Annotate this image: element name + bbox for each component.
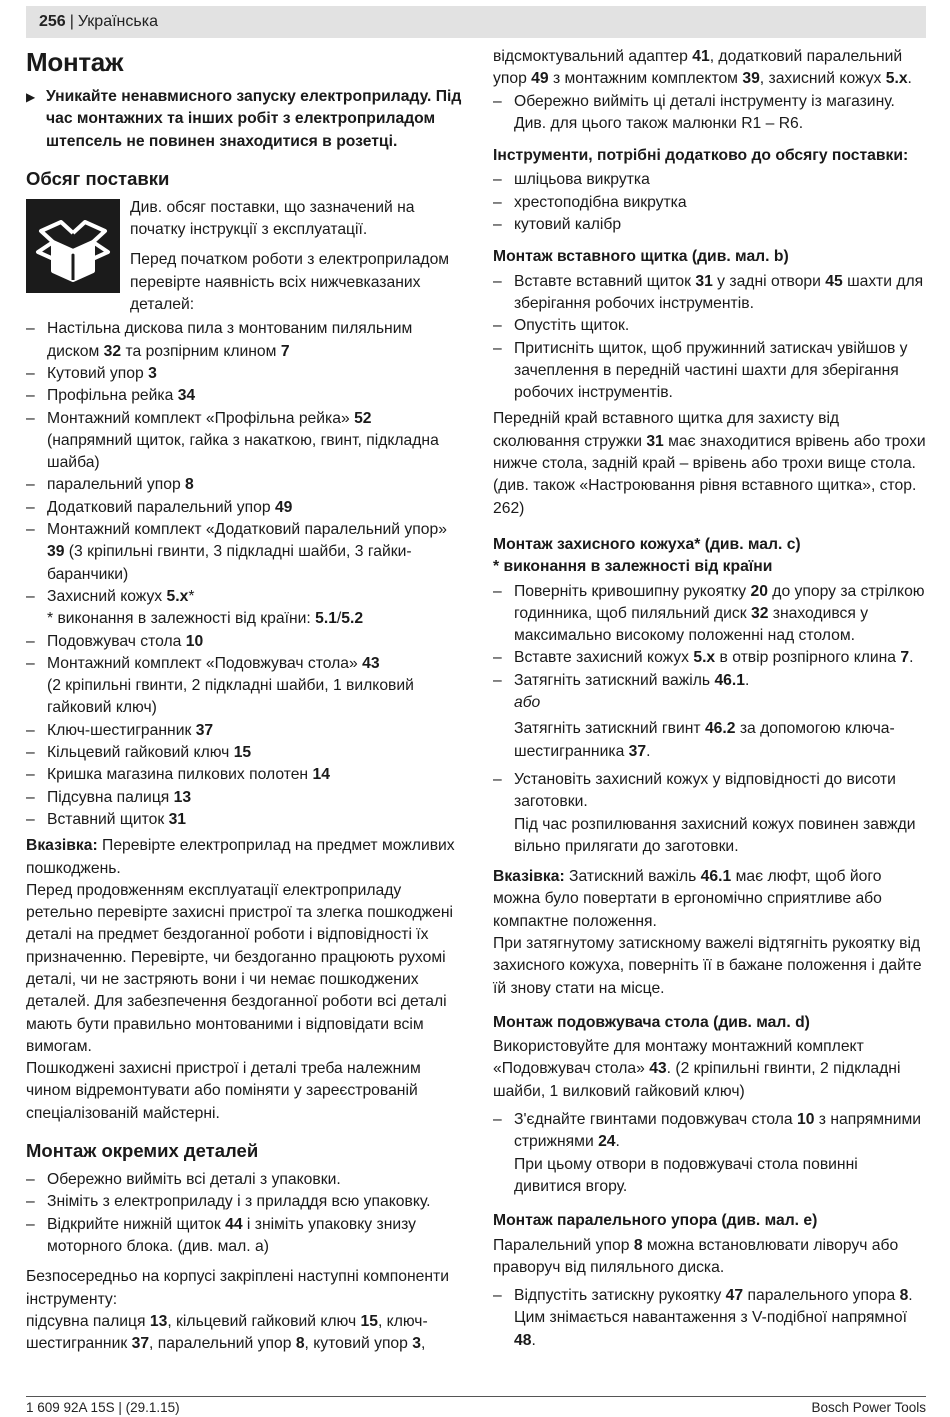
- ext-paragraph: Використовуйте для монтажу монтажний комплект «Подовжувач стола» 43. (2 кріпильні гвинти, 2 підкладні шайби, 1 вилковий гайковий ключ): [493, 1038, 901, 1100]
- tools-heading: Інструменти, потрібні додатково до обсягу поставки:: [493, 147, 909, 165]
- guard-list: [493, 581, 927, 715]
- scope-list: [26, 318, 466, 831]
- list-item: – Вставте вставний щиток 31 у задні отвори 45 шахти для зберігання робочих інструментів.: [493, 271, 927, 316]
- tools-list: [493, 169, 927, 236]
- list-item: – Кутовий упор 3: [26, 363, 466, 385]
- list-item: – Затягніть затискний важіль 46.1. або: [493, 670, 927, 715]
- insert-heading: Монтаж вставного щитка (див. мал. b): [493, 248, 789, 266]
- list-item: – Кільцевий гайковий ключ 15: [26, 742, 466, 764]
- fence-list: [493, 1285, 927, 1352]
- list-item: – Відпустіть затискну рукоятку 47 паралельного упора 8. Цим знімається навантаження з V-подібної напрямної 48.: [493, 1285, 927, 1352]
- list-item: – Настільна дискова пила з монтованим пиляльним диском 32 та розпірним клином 7: [26, 318, 466, 363]
- scope-paragraph-2: Перед початком роботи з електроприладом перевірте наявність всіх нижчевказаних деталей:: [130, 251, 450, 314]
- list-item: – Вставте захисний кожух 5.x в отвір розпірного клина 7.: [493, 647, 927, 669]
- page-header: [26, 6, 926, 38]
- list-item: – Монтажний комплект «Профільна рейка» 52 (напрямний щиток, гайка з накаткою, гвинт, підкладна шайба): [26, 408, 466, 475]
- warning-arrow-icon: ▶: [26, 90, 36, 104]
- list-item: – Поверніть кривошипну рукоятку 20 до упору за стрілкою годинника, щоб пиляльний диск 32 знаходився у максимально високому положенні над столом.: [493, 581, 927, 648]
- list-item: – Профільна рейка 34: [26, 385, 466, 407]
- scope-paragraph-1: Див. обсяг поставки, що зазначений на початку інструкції з експлуатації.: [130, 198, 415, 239]
- ext-list: [493, 1109, 927, 1198]
- list-item: – кутовий калібр: [493, 214, 927, 236]
- guard-note-2: При затягнутому затискному важелі відтягніть рукоятку від захисного кожуха, поверніть її в бажане положення і дайте їй знову стати на місце.: [493, 934, 922, 997]
- scope-intro: [26, 197, 466, 316]
- list-item: – Додатковий паралельний упор 49: [26, 497, 466, 519]
- list-item: – шліцьова викрутка: [493, 169, 927, 191]
- list-item: – Обережно вийміть ці деталі інструменту із магазину. Див. для цього також малюнки R1 – R6.: [493, 91, 927, 136]
- list-item: – Захисний кожух 5.x* * виконання в залежності від країни: 5.1/5.2: [26, 586, 466, 631]
- guard-heading: Монтаж захисного кожуха* (див. мал. c): [493, 535, 801, 553]
- remove-list: [493, 91, 927, 136]
- package-box-icon: [26, 199, 120, 293]
- fence-paragraph: Паралельний упор 8 можна встановлювати ліворуч або праворуч від пиляльного диска.: [493, 1236, 899, 1276]
- insert-paragraph: Передній край вставного щитка для захисту від сколювання стружки 31 має знаходитися врівень або трохи нижче стола, задній край – врівень або трохи вище стола. (див. також «Настроювання рівня вставного щитка», стор. 262): [493, 410, 926, 517]
- footer-divider: [26, 1396, 926, 1397]
- page-number: 256: [39, 13, 66, 30]
- attached-continuation: відсмоктувальний адаптер 41, додатковий паралельний упор 49 з монтажним комплектом 39, захисний кожух 5.x.: [493, 48, 912, 88]
- list-item: – паралельний упор 8: [26, 474, 466, 496]
- safety-warning: [26, 86, 466, 153]
- list-item: – Притисніть щиток, щоб пружинний затискач увійшов у зачеплення в передній частині шахти для зберігання робочих інструментів.: [493, 338, 927, 405]
- footer-doc-code: 1 609 92A 15S | (29.1.15): [26, 1400, 180, 1415]
- fence-heading: Монтаж паралельного упора (див. мал. e): [493, 1212, 818, 1230]
- header-language: Українська: [77, 13, 158, 30]
- list-item: – З'єднайте гвинтами подовжувач стола 10 з напрямними стрижнями 24. При цьому отвори в подовжувачі стола повинні дивитися вгору.: [493, 1109, 927, 1198]
- list-item: – хрестоподібна викрутка: [493, 192, 927, 214]
- list-item: – Ключ-шестигранник 37: [26, 720, 466, 742]
- list-item: – Вставний щиток 31: [26, 809, 466, 831]
- list-item: – Зніміть з електроприладу і з приладдя всю упаковку.: [26, 1191, 466, 1213]
- list-item: – Монтажний комплект «Додатковий паралельний упор» 39 (3 кріпильні гвинти, 3 підкладні шайби, 3 гайки-баранчики): [26, 519, 466, 586]
- insert-list: [493, 271, 927, 405]
- header-separator: |: [69, 13, 74, 30]
- guard-alternative: Затягніть затискний гвинт 46.2 за допомогою ключа-шестигранника 37.: [514, 720, 895, 760]
- footer-brand: Bosch Power Tools: [811, 1400, 926, 1415]
- attached-components: підсувна палиця 13, кільцевий гайковий ключ 15, ключ-шестигранник 37, паралельний упор 8, кутовий упор 3,: [26, 1312, 428, 1353]
- guard-note: Вказівка: Затискний важіль 46.1 має люфт, щоб його можна було повертати в ергономічно сприятливе або компактне положення.: [493, 868, 882, 930]
- attached-intro: Безпосередньо на корпусі закріплені наступні компоненти інструменту:: [26, 1268, 449, 1308]
- list-item: – Кришка магазина пилкових полотен 14: [26, 764, 466, 786]
- note-paragraph-3: Пошкоджені захисні пристрої і деталі треба належним чином відремонтувати або поміняти у зареєстрованій спеціалізованій майстерні.: [26, 1060, 421, 1122]
- warning-text: Уникайте ненавмисного запуску електроприладу. Під час монтажних та інших робіт з електроприладом штепсель не повинен знаходитися в розетці.: [46, 88, 462, 150]
- ext-heading: Монтаж подовжувача стола (див. мал. d): [493, 1013, 810, 1031]
- list-item: – Відкрийте нижній щиток 44 і зніміть упаковку знизу моторного блока. (див. мал. a): [26, 1214, 466, 1259]
- list-item: – Опустіть щиток.: [493, 315, 927, 337]
- note-paragraph: Вказівка: Перевірте електроприлад на предмет можливих пошкоджень.: [26, 837, 455, 877]
- parts-list: [26, 1169, 466, 1258]
- right-column: [493, 46, 927, 1356]
- note-paragraph-2: Перед продовженням експлуатації електроприладу ретельно перевірте захисні пристрої та злегка пошкоджені деталі на предмет бездоганної роботи і відповідності їх призначенню. Перевірте, чи бездоганно працюють рухомі деталі, чи не застряють вони і чи немає пошкоджених деталей. Для забезпечення бездоганної роботи всі деталі мають бути правильно монтованими і відповідати всім вимогам.: [26, 881, 453, 1055]
- scope-heading: Обсяг поставки: [26, 167, 170, 189]
- list-item: – Установіть захисний кожух у відповідності до висоти заготовки. Під час розпилювання захисний кожух повинен завжди вільно прилягати до заготовки.: [493, 769, 927, 858]
- list-item: – Подовжувач стола 10: [26, 631, 466, 653]
- list-item: – Підсувна палиця 13: [26, 787, 466, 809]
- left-column: [26, 46, 466, 1355]
- list-item: – Монтажний комплект «Подовжувач стола» 43 (2 кріпильні гвинти, 2 підкладні шайби, 1 вилковий гайковий ключ): [26, 653, 466, 720]
- page-title: Монтаж: [26, 47, 124, 77]
- list-item: – Обережно вийміть всі деталі з упаковки.: [26, 1169, 466, 1191]
- guard-subheading: * виконання в залежності від країни: [493, 558, 773, 576]
- parts-heading: Монтаж окремих деталей: [26, 1140, 259, 1162]
- guard-list-2: [493, 769, 927, 858]
